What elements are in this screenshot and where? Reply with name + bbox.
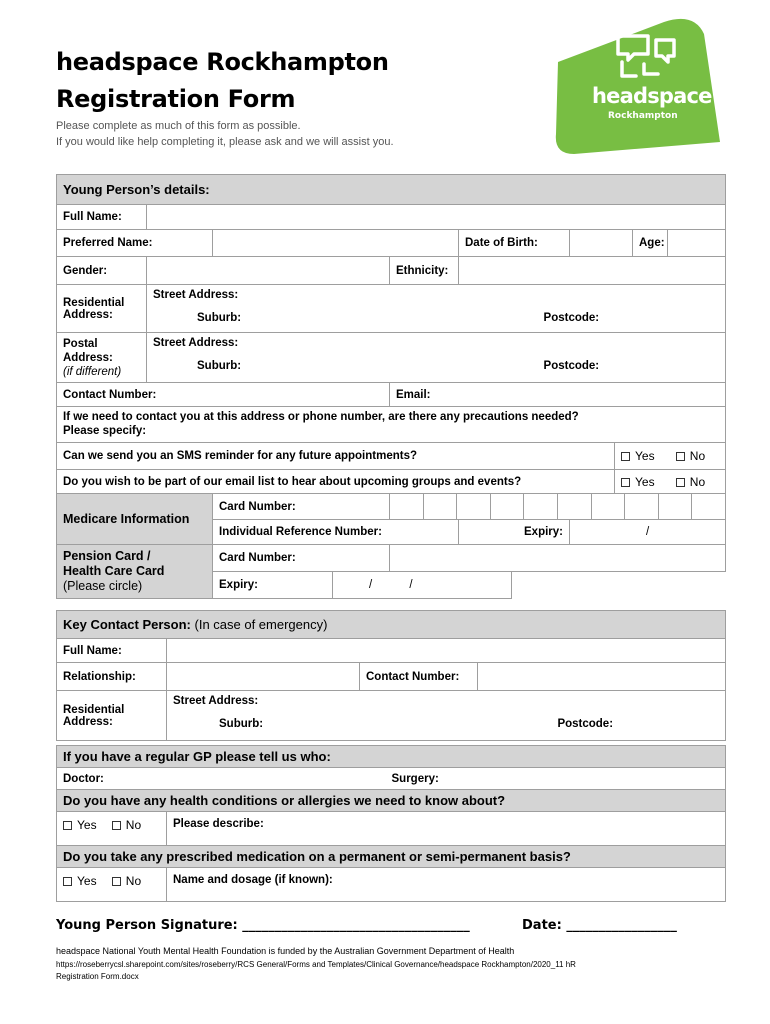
medication-no-option[interactable]: No xyxy=(112,874,141,888)
page-title-line2: Registration Form xyxy=(56,85,296,113)
medicare-expiry-field[interactable] xyxy=(570,520,726,545)
gp-section-header: If you have a regular GP please tell us who: xyxy=(57,746,726,768)
card-digit-box[interactable] xyxy=(592,494,626,519)
card-digit-box[interactable] xyxy=(659,494,693,519)
email-list-yes-option[interactable]: Yes xyxy=(621,475,655,489)
health-options xyxy=(57,812,167,846)
young-person-section-header: Young Person’s details: xyxy=(57,175,726,205)
page-title-line1: headspace Rockhampton xyxy=(56,48,389,76)
email-list-no-option[interactable]: No xyxy=(676,475,705,489)
precautions-specify: Please specify: xyxy=(63,425,147,437)
pension-expiry-field[interactable] xyxy=(333,572,512,599)
relationship-field[interactable] xyxy=(167,663,360,691)
full-name-label: Full Name: xyxy=(57,205,147,230)
key-contact-residential-label: Residential Address: xyxy=(57,691,167,741)
contact-number-label: Contact Number: xyxy=(57,383,213,407)
intro-line2: If you would like help completing it, please ask and we will assist you. xyxy=(56,136,394,148)
key-contact-address-field[interactable] xyxy=(167,691,726,741)
medication-yes-checkbox[interactable] xyxy=(63,877,72,886)
postal-street-address-label: Street Address: xyxy=(153,337,239,349)
pension-card-label: Pension Card / Health Care Card (Please circle) xyxy=(57,545,213,599)
medicare-card-number-label: Card Number: xyxy=(213,494,390,520)
medicare-label: Medicare Information xyxy=(57,494,213,545)
card-digit-box[interactable] xyxy=(424,494,458,519)
pension-blank xyxy=(512,572,726,599)
health-describe-field[interactable] xyxy=(167,812,726,846)
medication-dosage-label: Name and dosage (if known): xyxy=(173,874,333,886)
irn-label: Individual Reference Number: xyxy=(213,520,459,545)
medication-options xyxy=(57,868,167,902)
age-field[interactable] xyxy=(668,230,726,257)
signature-line[interactable]: Young Person Signature: ___________________________________ xyxy=(56,918,470,933)
medication-no-checkbox[interactable] xyxy=(112,877,121,886)
irn-field[interactable] xyxy=(459,520,570,545)
key-contact-postcode-label: Postcode: xyxy=(557,718,614,730)
key-contact-section-header: Key Contact Person: (In case of emergency) xyxy=(57,611,726,639)
key-contact-street-label: Street Address: xyxy=(173,695,259,707)
intro-line1: Please complete as much of this form as possible. xyxy=(56,120,301,132)
precautions-question: If we need to contact you at this address or phone number, are there any precautions needed? xyxy=(63,411,579,423)
suburb-label: Suburb: xyxy=(197,312,242,324)
medicare-expiry-slash: / xyxy=(645,526,650,538)
email-list-question: Do you wish to be part of our email list to hear about upcoming groups and events? xyxy=(57,470,615,494)
relationship-label: Relationship: xyxy=(57,663,167,691)
key-contact-full-name-label: Full Name: xyxy=(57,639,167,663)
card-digit-box[interactable] xyxy=(491,494,525,519)
postcode-label: Postcode: xyxy=(543,312,600,324)
ethnicity-field[interactable] xyxy=(459,257,726,285)
expiry-label: Expiry: xyxy=(524,526,563,538)
medication-dosage-field[interactable] xyxy=(167,868,726,902)
pension-card-number-label: Card Number: xyxy=(213,545,390,572)
footer-filename: Registration Form.docx xyxy=(56,972,139,981)
pension-expiry-slash1: / xyxy=(369,579,373,591)
date-line[interactable]: Date: _________________ xyxy=(522,918,677,933)
email-list-yes-checkbox[interactable] xyxy=(621,478,630,487)
key-contact-suburb-label: Suburb: xyxy=(219,718,264,730)
health-section-header: Do you have any health conditions or allergies we need to know about? xyxy=(57,790,726,812)
sms-yes-checkbox[interactable] xyxy=(621,452,630,461)
headspace-logo xyxy=(544,14,724,154)
card-digit-box[interactable] xyxy=(558,494,592,519)
email-list-no-checkbox[interactable] xyxy=(676,478,685,487)
key-contact-note: (In case of emergency) xyxy=(194,617,328,632)
ethnicity-label: Ethnicity: xyxy=(390,257,459,285)
age-label: Age: xyxy=(633,230,668,257)
card-digit-box[interactable] xyxy=(524,494,558,519)
key-contact-number-field[interactable] xyxy=(478,663,726,691)
dob-field[interactable] xyxy=(570,230,633,257)
preferred-name-label: Preferred Name: xyxy=(57,230,213,257)
sms-question: Can we send you an SMS reminder for any future appointments? xyxy=(57,443,615,470)
street-address-label: Street Address: xyxy=(153,289,239,301)
sms-no-checkbox[interactable] xyxy=(676,452,685,461)
health-no-option[interactable]: No xyxy=(112,818,141,832)
full-name-field[interactable] xyxy=(147,205,726,230)
young-person-table xyxy=(56,174,726,599)
sms-options xyxy=(615,443,726,470)
health-yes-checkbox[interactable] xyxy=(63,821,72,830)
health-describe-label: Please describe: xyxy=(173,818,264,830)
footer-path: https://roseberrycsl.sharepoint.com/sites/roseberry/RCS General/Forms and Templates/Clinical Governance/headspace Rockhampton/2020_11 hR xyxy=(56,960,576,969)
postal-suburb-label: Suburb: xyxy=(197,360,242,372)
gender-field[interactable] xyxy=(147,257,390,285)
medication-section-header: Do you take any prescribed medication on a permanent or semi-permanent basis? xyxy=(57,846,726,868)
logo-location-text: Rockhampton xyxy=(608,111,678,121)
email-label: Email: xyxy=(390,383,459,407)
sms-yes-option[interactable]: Yes xyxy=(621,449,655,463)
dob-label: Date of Birth: xyxy=(459,230,570,257)
health-no-checkbox[interactable] xyxy=(112,821,121,830)
surgery-label: Surgery: xyxy=(386,768,726,790)
medication-yes-option[interactable]: Yes xyxy=(63,874,97,888)
medicare-card-number-field[interactable] xyxy=(390,494,726,520)
card-digit-box[interactable] xyxy=(692,494,725,519)
doctor-label: Doctor: xyxy=(57,768,386,790)
postal-address-note: (if different) xyxy=(63,365,122,378)
key-contact-table xyxy=(56,610,726,741)
key-contact-full-name-field[interactable] xyxy=(167,639,726,663)
postal-postcode-label: Postcode: xyxy=(543,360,600,372)
pension-expiry-label: Expiry: xyxy=(213,572,333,599)
key-contact-number-label: Contact Number: xyxy=(360,663,478,691)
postal-address-label: Postal Address: (if different) xyxy=(57,333,147,383)
card-digit-box[interactable] xyxy=(625,494,659,519)
pension-card-number-field[interactable] xyxy=(390,545,726,572)
pension-expiry-slash2: / xyxy=(409,579,413,591)
residential-address-label: Residential Address: xyxy=(57,285,147,333)
postal-address-field[interactable] xyxy=(147,333,726,383)
footer-funding: headspace National Youth Mental Health Foundation is funded by the Australian Government Department of Health xyxy=(56,946,515,956)
card-digit-box[interactable] xyxy=(457,494,491,519)
health-yes-option[interactable]: Yes xyxy=(63,818,97,832)
card-digit-box[interactable] xyxy=(390,494,424,519)
gender-label: Gender: xyxy=(57,257,147,285)
sms-no-option[interactable]: No xyxy=(676,449,705,463)
preferred-name-field[interactable] xyxy=(213,230,459,257)
logo-brand-text: headspace xyxy=(592,84,712,108)
residential-address-field[interactable] xyxy=(147,285,726,333)
email-field[interactable] xyxy=(459,383,726,407)
contact-number-field[interactable] xyxy=(213,383,390,407)
health-table xyxy=(56,745,726,902)
email-list-options xyxy=(615,470,726,494)
precautions-field[interactable] xyxy=(57,407,726,443)
